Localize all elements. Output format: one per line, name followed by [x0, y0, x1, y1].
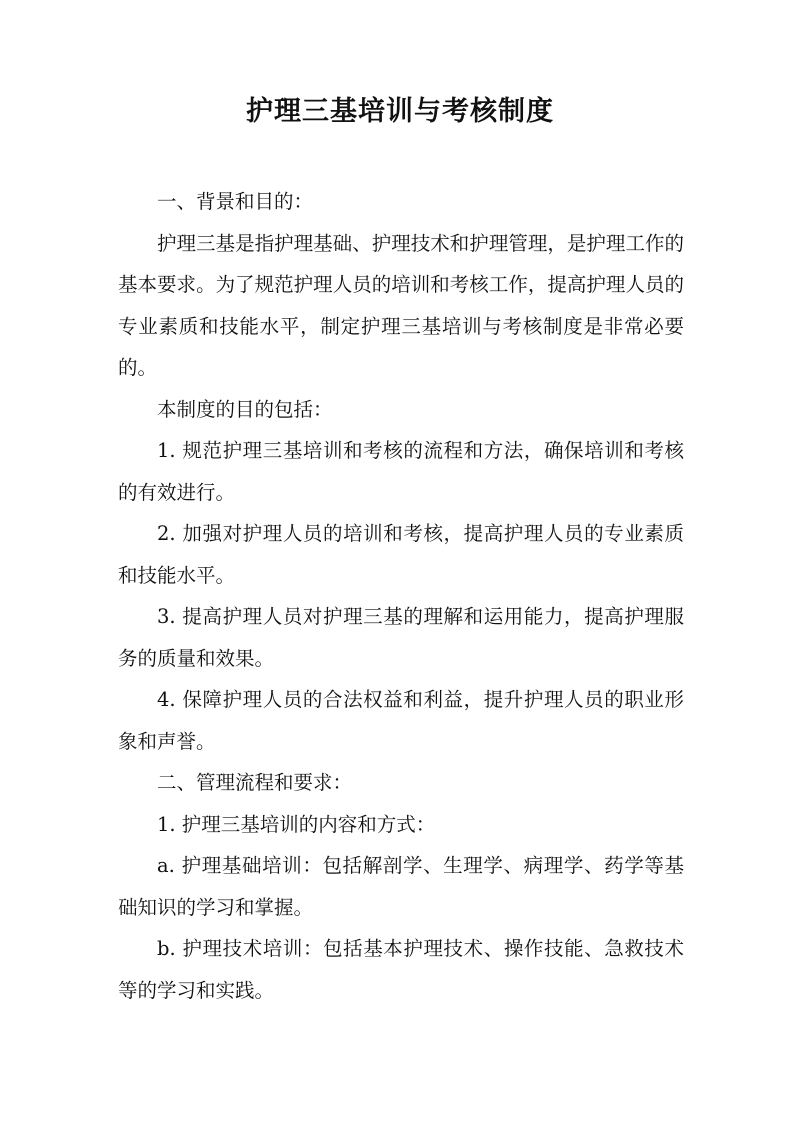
list-item-purpose-3: 3. 提高护理人员对护理三基的理解和运用能力，提高护理服务的质量和效果。 — [118, 605, 684, 670]
list-item-purpose-4: 4. 保障护理人员的合法权益和利益，提升护理人员的职业形象和声誉。 — [118, 688, 684, 753]
list-item-training-a: a. 护理基础培训：包括解剖学、生理学、病理学、药学等基础知识的学习和掌握。 — [118, 854, 684, 919]
paragraph-definition: 护理三基是指护理基础、护理技术和护理管理，是护理工作的基本要求。为了规范护理人员的培训和考核工作，提高护理人员的专业素质和技能水平，制定护理三基培训与考核制度是非常必要的。 — [118, 231, 684, 379]
document-body — [118, 181, 684, 1011]
list-item-purpose-1: 1. 规范护理三基培训和考核的流程和方法，确保培训和考核的有效进行。 — [118, 439, 684, 504]
subsection-heading-training: 1. 护理三基培训的内容和方式： — [157, 812, 436, 836]
section-heading-process: 二、管理流程和要求： — [157, 771, 353, 794]
document-title: 护理三基培训与考核制度 — [246, 96, 554, 127]
paragraph-purpose-intro: 本制度的目的包括： — [157, 397, 333, 421]
list-item-training-b: b. 护理技术培训：包括基本护理技术、操作技能、急救技术等的学习和实践。 — [118, 937, 684, 1002]
section-heading-background: 一、背景和目的： — [157, 190, 314, 213]
list-item-purpose-2: 2. 加强对护理人员的培训和考核，提高护理人员的专业素质和技能水平。 — [118, 522, 684, 587]
